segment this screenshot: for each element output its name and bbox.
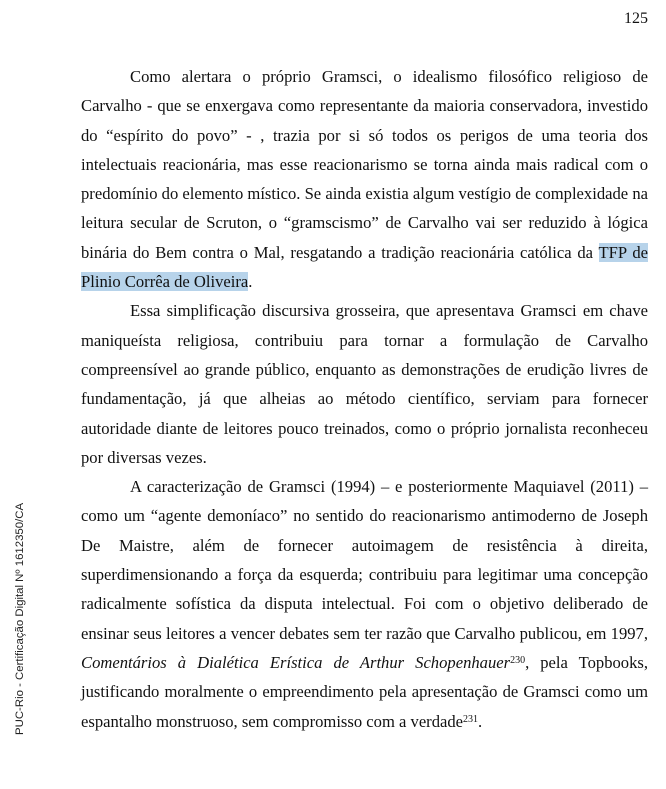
body-text [81,62,648,736]
paragraph-3 [81,472,648,736]
paragraph-1-text: Como alertara o próprio Gramsci, o idealismo filosófico religioso de Carvalho - que se enxergava como representante da maioria conservadora, investido do “espírito do povo” - , trazia por si só todos os perigos de uma teoria dos intelectuais reacionária, mas esse reacionarismo se torna ainda mais radical com o predomínio do elemento místico. Se ainda existia algum vestígio de complexidade na leitura secular de Scruton, o “gramscismo” de Carvalho vai ser reduzido à lógica binária do Bem contra o Mal, resgatando a tradição reacionária católica da [81,67,648,262]
paragraph-3-end: . [478,711,483,731]
paragraph-3-middle: , pela Topbooks, justificando moralmente o empreendimento pela apresentação de Gramsci como um espantalho monstruoso, sem compromisso com a verdade [81,652,648,731]
paragraph-2: Essa simplificação discursiva grosseira, que apresentava Gramsci em chave maniqueísta religiosa, contribuiu para tornar a formulação de Carvalho compreensível ao grande público, enquanto as demonstrações de erudição livres de fundamentação, já que alheias ao método científico, serviam para fornecer autoridade diante de leitores pouco treinados, como o próprio jornalista reconheceu por diversas vezes. [81,301,648,467]
footnote-ref-231[interactable]: 231 [463,714,479,726]
footnote-ref-230[interactable]: 230 [510,655,526,667]
paragraph-1 [81,62,648,296]
paragraph-1-end: . [248,272,253,292]
book-title: Comentários à Dialética Erística de Arthur Schopenhauer [81,652,511,672]
page-number: 125 [624,10,648,27]
certification-side-note: PUC-Rio - Certificação Digital Nº 1612350/CA [14,502,26,735]
paragraph-3-text: A caracterização de Gramsci (1994) – e posteriormente Maquiavel (2011) – como um “agente demoníaco” no sentido do reacionarismo antimoderno de Joseph De Maistre, além de fornecer autoimagem de resistência à direita, superdimensionando a força da esquerda; contribuiu para legitimar uma concepção radicalmente sofística da disputa intelectual. Foi com o objetivo deliberado de ensinar seus leitores a vencer debates sem ter razão que Carvalho publicou, em 1997, [81,477,648,643]
selected-text-highlight[interactable]: TFP de Plinio Corrêa de Oliveira [81,242,648,292]
